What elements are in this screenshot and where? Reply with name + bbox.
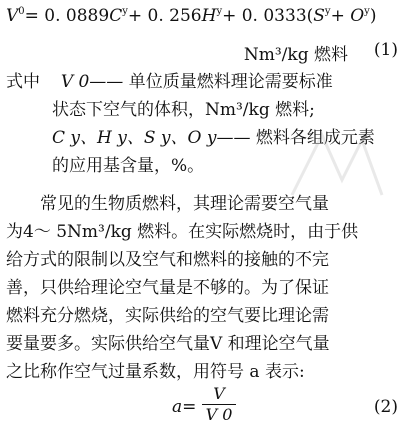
definition-elements-term: C y、H y、S y、O y—— [52, 128, 251, 148]
definition-v0-desc-1: 单位质量燃料理论需要标准 [128, 72, 333, 92]
definition-v0-term: V 0—— [60, 72, 124, 92]
definition-elements [52, 128, 375, 148]
equation-2-number: (2) [373, 397, 398, 417]
equation-2-fraction [202, 385, 236, 424]
definition-lead: 式中 [6, 72, 40, 92]
paragraph-line-5: 燃料充分燃烧，实际供给的空气要比理论需 [6, 306, 329, 326]
equation-2 [0, 385, 410, 431]
paragraph-line-3: 给方式的限制以及空气和燃料的接触的不完 [6, 250, 329, 270]
paragraph-line-1: 常见的生物质燃料，其理论需要空气量 [40, 194, 329, 214]
paragraph-line-6: 要量要多。实际供给空气量V 和理论空气量 [6, 334, 330, 354]
definition-v0 [6, 72, 333, 92]
equation-2-denominator: V 0 [205, 405, 233, 424]
definition-elements-cont [52, 156, 204, 176]
equation-2-numerator: V [213, 384, 225, 403]
definition-v0-cont [52, 100, 315, 120]
equation-1-number: (1) [373, 40, 398, 60]
v-symbol: V [6, 6, 19, 26]
equation-1-unit: Nm³/kg 燃料 [243, 45, 348, 65]
equation-2-lhs: a= [172, 397, 197, 417]
paragraph-line-4: 善，只供给理论空气量是不够的。为了保证 [6, 278, 329, 298]
equation-1: $V^0= 0$. $0889C^y+ 0$. $256H^y+ 0$. $0333(S^y+ O^y)$ [6, 6, 377, 26]
paragraph-line-7: 之比称作空气过量系数，用符号 a 表示: [6, 362, 305, 382]
paragraph-line-2: 为4～ 5Nm³/kg 燃料。在实际燃烧时，由于供 [6, 222, 359, 242]
definition-v0-desc-2: 状态下空气的体积，Nm³/kg 燃料; [52, 100, 315, 120]
definition-elements-desc-2: 的应用基含量，%。 [52, 156, 205, 176]
definition-elements-desc-1: 燃料各组成元素 [255, 128, 375, 148]
